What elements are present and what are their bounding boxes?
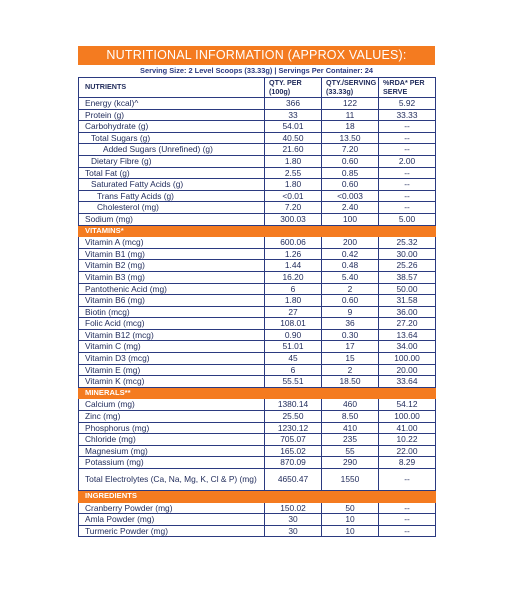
table-row (79, 271, 436, 283)
rda-cell: -- (379, 179, 436, 191)
table-row (79, 260, 436, 272)
qty-per-100g-cell: 16.20 (265, 271, 322, 283)
nutrition-panel (78, 46, 435, 537)
table-row (79, 167, 436, 179)
qty-per-serving-cell: 0.85 (322, 167, 379, 179)
nutrient-name-cell: Pantothenic Acid (mg) (79, 283, 265, 295)
table-header-row (79, 78, 436, 98)
qty-per-100g-cell: 108.01 (265, 318, 322, 330)
rda-cell: 36.00 (379, 306, 436, 318)
qty-per-serving-cell: 290 (322, 457, 379, 469)
table-row (79, 469, 436, 491)
table-row (79, 283, 436, 295)
qty-per-serving-cell: 1550 (322, 469, 379, 491)
qty-per-100g-cell: 30 (265, 525, 322, 537)
qty-per-100g-cell: 21.60 (265, 144, 322, 156)
qty-per-100g-cell: 1230.12 (265, 422, 322, 434)
table-row (79, 457, 436, 469)
table-row (79, 179, 436, 191)
rda-cell: 2.00 (379, 155, 436, 167)
nutrient-name-cell: Phosphorus (mg) (79, 422, 265, 434)
qty-per-100g-cell: 150.02 (265, 502, 322, 514)
header-qty-per-serving: QTY./SERVING (33.33g) (322, 78, 379, 98)
qty-per-100g-cell: 705.07 (265, 434, 322, 446)
qty-per-100g-cell: 366 (265, 98, 322, 110)
qty-per-serving-cell: 0.42 (322, 248, 379, 260)
qty-per-100g-cell: 165.02 (265, 445, 322, 457)
qty-per-serving-cell: 122 (322, 98, 379, 110)
qty-per-100g-cell: 1.26 (265, 248, 322, 260)
table-row (79, 525, 436, 537)
qty-per-serving-cell: <0.003 (322, 190, 379, 202)
nutrient-name-cell: Zinc (mg) (79, 411, 265, 423)
nutrient-name-cell: Protein (g) (79, 109, 265, 121)
qty-per-100g-cell: <0.01 (265, 190, 322, 202)
nutrient-name-cell: Potassium (mg) (79, 457, 265, 469)
rda-cell: 54.12 (379, 399, 436, 411)
qty-per-serving-cell: 55 (322, 445, 379, 457)
qty-per-100g-cell: 6 (265, 283, 322, 295)
qty-per-serving-cell: 100 (322, 213, 379, 225)
rda-cell: 50.00 (379, 283, 436, 295)
section-header-row (79, 491, 436, 503)
qty-per-100g-cell: 1.80 (265, 155, 322, 167)
qty-per-serving-cell: 10 (322, 514, 379, 526)
qty-per-100g-cell: 25.50 (265, 411, 322, 423)
rda-cell: -- (379, 502, 436, 514)
qty-per-100g-cell: 600.06 (265, 237, 322, 249)
qty-per-100g-cell: 0.90 (265, 329, 322, 341)
nutrient-name-cell: Trans Fatty Acids (g) (79, 190, 265, 202)
nutrient-name-cell: Vitamin B3 (mg) (79, 271, 265, 283)
qty-per-serving-cell: 235 (322, 434, 379, 446)
qty-per-100g-cell: 54.01 (265, 121, 322, 133)
table-row (79, 422, 436, 434)
qty-per-100g-cell: 1380.14 (265, 399, 322, 411)
qty-per-100g-cell: 1.80 (265, 179, 322, 191)
table-row (79, 445, 436, 457)
nutrient-name-cell: Vitamin D3 (mcg) (79, 353, 265, 365)
nutrient-name-cell: Cholesterol (mg) (79, 202, 265, 214)
rda-cell: 41.00 (379, 422, 436, 434)
section-header-row (79, 387, 436, 399)
table-row (79, 98, 436, 110)
rda-cell: -- (379, 190, 436, 202)
rda-cell: 38.57 (379, 271, 436, 283)
nutrient-name-cell: Energy (kcal)^ (79, 98, 265, 110)
rda-cell: 100.00 (379, 353, 436, 365)
nutrient-name-cell: Vitamin B1 (mg) (79, 248, 265, 260)
qty-per-100g-cell: 55.51 (265, 376, 322, 388)
rda-cell: 20.00 (379, 364, 436, 376)
qty-per-serving-cell: 200 (322, 237, 379, 249)
rda-cell: -- (379, 514, 436, 526)
table-row (79, 202, 436, 214)
nutrient-name-cell: Carbohydrate (g) (79, 121, 265, 133)
nutrient-name-cell: Vitamin B6 (mg) (79, 295, 265, 307)
qty-per-serving-cell: 36 (322, 318, 379, 330)
nutrient-name-cell: Dietary Fibre (g) (79, 155, 265, 167)
qty-per-100g-cell: 40.50 (265, 132, 322, 144)
rda-cell: 34.00 (379, 341, 436, 353)
rda-cell: 22.00 (379, 445, 436, 457)
nutrient-name-cell: Turmeric Powder (mg) (79, 525, 265, 537)
qty-per-100g-cell: 30 (265, 514, 322, 526)
table-row (79, 213, 436, 225)
nutrient-name-cell: Amla Powder (mg) (79, 514, 265, 526)
nutrient-name-cell: Vitamin B2 (mg) (79, 260, 265, 272)
table-row (79, 144, 436, 156)
rda-cell: 31.58 (379, 295, 436, 307)
section-label: INGREDIENTS (79, 491, 436, 503)
rda-cell: -- (379, 144, 436, 156)
qty-per-100g-cell: 6 (265, 364, 322, 376)
qty-per-serving-cell: 2.40 (322, 202, 379, 214)
qty-per-serving-cell: 13.50 (322, 132, 379, 144)
rda-cell: 33.64 (379, 376, 436, 388)
header-nutrients: NUTRIENTS (79, 78, 265, 98)
nutrient-name-cell: Sodium (mg) (79, 213, 265, 225)
qty-per-100g-cell: 870.09 (265, 457, 322, 469)
nutrient-name-cell: Chloride (mg) (79, 434, 265, 446)
table-row (79, 364, 436, 376)
qty-per-serving-cell: 18.50 (322, 376, 379, 388)
nutrient-name-cell: Saturated Fatty Acids (g) (79, 179, 265, 191)
qty-per-serving-cell: 10 (322, 525, 379, 537)
qty-per-serving-cell: 11 (322, 109, 379, 121)
rda-cell: -- (379, 202, 436, 214)
table-row (79, 341, 436, 353)
section-label: MINERALS** (79, 387, 436, 399)
nutrient-name-cell: Magnesium (mg) (79, 445, 265, 457)
qty-per-serving-cell: 50 (322, 502, 379, 514)
serving-info: Serving Size: 2 Level Scoops (33.33g) | Servings Per Container: 24 (140, 66, 373, 75)
nutrient-name-cell: Total Electrolytes (Ca, Na, Mg, K, Cl & P) (mg) (79, 469, 265, 491)
nutrient-name-cell: Vitamin E (mg) (79, 364, 265, 376)
rda-cell: -- (379, 167, 436, 179)
rda-cell: -- (379, 469, 436, 491)
qty-per-serving-cell: 9 (322, 306, 379, 318)
qty-per-serving-cell: 0.48 (322, 260, 379, 272)
table-row (79, 248, 436, 260)
qty-per-100g-cell: 2.55 (265, 167, 322, 179)
nutrient-name-cell: Calcium (mg) (79, 399, 265, 411)
qty-per-100g-cell: 300.03 (265, 213, 322, 225)
qty-per-serving-cell: 5.40 (322, 271, 379, 283)
qty-per-serving-cell: 460 (322, 399, 379, 411)
table-row (79, 237, 436, 249)
nutrient-name-cell: Total Fat (g) (79, 167, 265, 179)
qty-per-100g-cell: 7.20 (265, 202, 322, 214)
qty-per-serving-cell: 15 (322, 353, 379, 365)
rda-cell: 10.22 (379, 434, 436, 446)
nutrient-name-cell: Vitamin B12 (mcg) (79, 329, 265, 341)
rda-cell: 30.00 (379, 248, 436, 260)
table-row (79, 155, 436, 167)
qty-per-serving-cell: 0.60 (322, 295, 379, 307)
table-row (79, 318, 436, 330)
table-row (79, 329, 436, 341)
rda-cell: -- (379, 132, 436, 144)
table-row (79, 132, 436, 144)
nutrition-table (78, 77, 436, 537)
table-row (79, 109, 436, 121)
table-row (79, 399, 436, 411)
rda-cell: 27.20 (379, 318, 436, 330)
qty-per-100g-cell: 33 (265, 109, 322, 121)
header-qty-per-100g: QTY. PER (100g) (265, 78, 322, 98)
qty-per-serving-cell: 17 (322, 341, 379, 353)
nutrient-name-cell: Vitamin A (mcg) (79, 237, 265, 249)
qty-per-serving-cell: 18 (322, 121, 379, 133)
qty-per-serving-cell: 8.50 (322, 411, 379, 423)
table-body (79, 98, 436, 537)
nutrient-name-cell: Biotin (mcg) (79, 306, 265, 318)
table-row (79, 434, 436, 446)
nutrient-name-cell: Folic Acid (mcg) (79, 318, 265, 330)
qty-per-100g-cell: 27 (265, 306, 322, 318)
rda-cell: 5.92 (379, 98, 436, 110)
table-row (79, 376, 436, 388)
section-label: VITAMINS* (79, 225, 436, 237)
table-row (79, 411, 436, 423)
rda-cell: -- (379, 525, 436, 537)
qty-per-100g-cell: 51.01 (265, 341, 322, 353)
nutrient-name-cell: Vitamin C (mg) (79, 341, 265, 353)
header-rda: %RDA* PER SERVE (379, 78, 436, 98)
table-row (79, 190, 436, 202)
rda-cell: 100.00 (379, 411, 436, 423)
qty-per-serving-cell: 2 (322, 283, 379, 295)
qty-per-serving-cell: 2 (322, 364, 379, 376)
qty-per-serving-cell: 410 (322, 422, 379, 434)
nutrient-name-cell: Vitamin K (mcg) (79, 376, 265, 388)
nutrient-name-cell: Cranberry Powder (mg) (79, 502, 265, 514)
rda-cell: 13.64 (379, 329, 436, 341)
rda-cell: 25.26 (379, 260, 436, 272)
rda-cell: 25.32 (379, 237, 436, 249)
nutrient-name-cell: Added Sugars (Unrefined) (g) (79, 144, 265, 156)
qty-per-serving-cell: 0.60 (322, 179, 379, 191)
rda-cell: -- (379, 121, 436, 133)
rda-cell: 8.29 (379, 457, 436, 469)
nutrient-name-cell: Total Sugars (g) (79, 132, 265, 144)
qty-per-serving-cell: 0.30 (322, 329, 379, 341)
qty-per-100g-cell: 4650.47 (265, 469, 322, 491)
qty-per-serving-cell: 7.20 (322, 144, 379, 156)
panel-title: NUTRITIONAL INFORMATION (APPROX VALUES): (78, 46, 435, 65)
qty-per-100g-cell: 1.80 (265, 295, 322, 307)
table-row (79, 295, 436, 307)
table-row (79, 502, 436, 514)
qty-per-100g-cell: 1.44 (265, 260, 322, 272)
section-header-row (79, 225, 436, 237)
rda-cell: 33.33 (379, 109, 436, 121)
table-row (79, 514, 436, 526)
rda-cell: 5.00 (379, 213, 436, 225)
table-row (79, 121, 436, 133)
table-row (79, 306, 436, 318)
qty-per-100g-cell: 45 (265, 353, 322, 365)
table-row (79, 353, 436, 365)
qty-per-serving-cell: 0.60 (322, 155, 379, 167)
